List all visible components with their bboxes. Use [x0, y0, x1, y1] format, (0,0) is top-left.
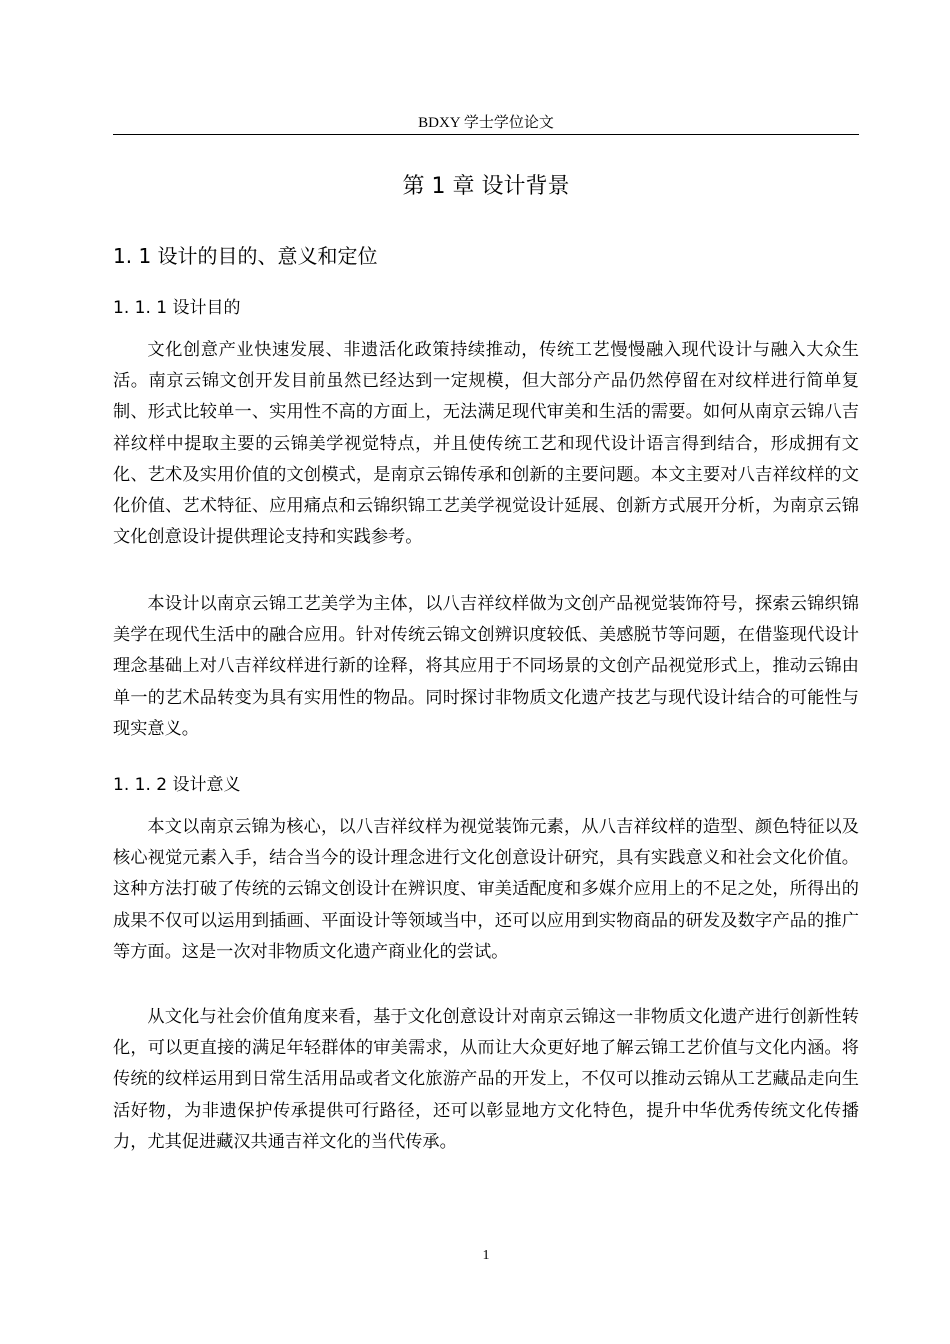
paragraph-significance-2: 从文化与社会价值角度来看，基于文化创意设计对南京云锦这一非物质文化遗产进行创新性转化，可以更直接的满足年轻群体的审美需求，从而让大众更好地了解云锦工艺价值与文化内涵。将传统的纹样运用到日常生活用品或者文化旅游产品的开发上，不仅可以推动云锦从工艺藏品走向生活好物，为非遗保护传承提供可行路径，还可以彰显地方文化特色，提升中华优秀传统文化传播力，尤其促进藏汉共通吉祥文化的当代传承。: [113, 1007, 859, 1152]
chapter-title: 第 1 章 设计背景: [402, 174, 570, 199]
page-number: 1: [482, 1248, 490, 1263]
header-rule: [113, 134, 859, 135]
section-title: 1. 1 设计的目的、意义和定位: [113, 244, 378, 268]
running-header: BDXY 学士学位论文: [418, 115, 554, 131]
paragraph-significance-1: 本文以南京云锦为核心，以八吉祥纹样为视觉装饰元素，从八吉祥纹样的造型、颜色特征以及核心视觉元素入手，结合当今的设计理念进行文化创意设计研究，具有实践意义和社会文化价值。这种方法打破了传统的云锦文创设计在辨识度、审美适配度和多媒介应用上的不足之处，所得出的成果不仅可以运用到插画、平面设计等领域当中，还可以应用到实物商品的研发及数字产品的推广等方面。这是一次对非物质文化遗产商业化的尝试。: [113, 817, 859, 962]
paragraph-purpose-2: 本设计以南京云锦工艺美学为主体，以八吉祥纹样做为文创产品视觉装饰符号，探索云锦织锦美学在现代生活中的融合应用。针对传统云锦文创辨识度较低、美感脱节等问题，在借鉴现代设计理念基础上对八吉祥纹样进行新的诠释，将其应用于不同场景的文创产品视觉形式上，推动云锦由单一的艺术品转变为具有实用性的物品。同时探讨非物质文化遗产技艺与现代设计结合的可能性与现实意义。: [113, 594, 859, 739]
subsection-title-significance: 1. 1. 2 设计意义: [113, 775, 241, 795]
subsection-title-purpose: 1. 1. 1 设计目的: [113, 298, 241, 318]
paragraph-purpose-1: 文化创意产业快速发展、非遗活化政策持续推动，传统工艺慢慢融入现代设计与融入大众生活。南京云锦文创开发目前虽然已经达到一定规模，但大部分产品仍然停留在对纹样进行简单复制、形式比较单一、实用性不高的方面上，无法满足现代审美和生活的需要。如何从南京云锦八吉祥纹样中提取主要的云锦美学视觉特点，并且使传统工艺和现代设计语言得到结合，形成拥有文化、艺术及实用价值的文创模式，是南京云锦传承和创新的主要问题。本文主要对八吉祥纹样的文化价值、艺术特征、应用痛点和云锦织锦工艺美学视觉设计延展、创新方式展开分析，为南京云锦文化创意设计提供理论支持和实践参考。: [113, 340, 859, 548]
